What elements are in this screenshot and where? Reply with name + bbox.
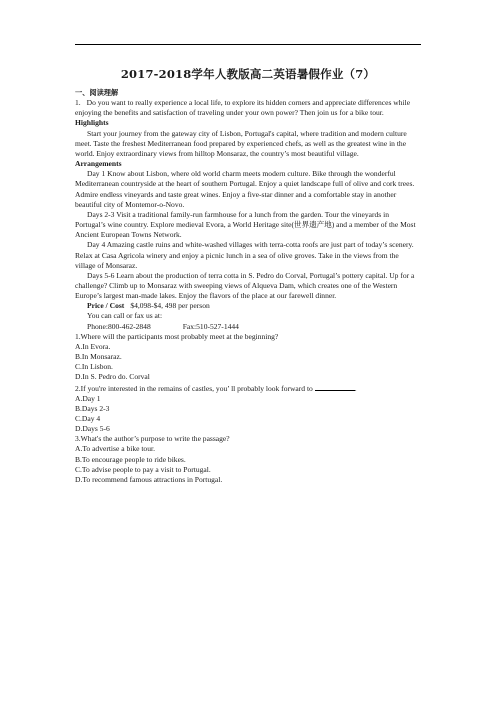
price-label: Price / Cost bbox=[87, 301, 125, 311]
q1-option-c: C.In Lisbon. bbox=[75, 362, 113, 372]
question-3-stem: 3.What's the author’s purpose to write the passage? bbox=[75, 434, 230, 444]
question-2-stem: 2.If you're interested in the remains of castles, you’ ll probably look forward to . bbox=[75, 383, 357, 393]
q2-option-a: A.Day 1 bbox=[75, 393, 101, 403]
header-rule bbox=[75, 44, 421, 45]
page-title: 2017-2018学年人教版高二英语暑假作业（7） bbox=[120, 67, 376, 81]
days56-paragraph: Days 5-6 Learn about the production of terra cotta in S. Pedro do Corval, Portugal’s pottery capital. Up for a challenge? Climb up to Monsaraz with sweeping views of Alqueva Dam, which creates one of the Western Europe’s largest man-made lakes. Enjoy the flavors of the place at our farewell dinner. bbox=[75, 270, 415, 301]
highlights-heading: Highlights bbox=[75, 118, 109, 128]
phone-fax-line bbox=[75, 322, 421, 332]
price-line bbox=[75, 301, 421, 311]
section-title: 一、阅读理解 bbox=[75, 88, 119, 97]
passage-intro bbox=[75, 98, 421, 118]
day4-paragraph: Day 4 Amazing castle ruins and white-washed villages with terra-cotta roofs are just part of today’s scenery. Relax at Casa Agricola winery and enjoy a picnic lunch in a sea of olive groves. Take in the views from the village of Monsaraz. bbox=[75, 240, 414, 270]
q2-option-b: B.Days 2-3 bbox=[75, 403, 110, 413]
highlights-text: Start your journey from the gateway city of Lisbon, Portugal's capital, where tradition and modern culture meet. Taste the freshest Mediterranean food prepared by experienced chefs, as well as the greatest wine in the world. Enjoy extraordinary views from hilltop Monsaraz, the country’s most beautiful village. bbox=[75, 128, 407, 158]
q3-option-a: A.To advertise a bike tour. bbox=[75, 444, 155, 454]
days23-paragraph: Days 2-3 Visit a traditional family-run farmhouse for a lunch from the garden. Tour the vineyards in Portugal’s wine country. Explore medieval Evora, a World Heritage site(世界遗产地) and a member of the Most Ancient European Towns Network. bbox=[75, 209, 416, 240]
fax-number: Fax:510-527-1444 bbox=[182, 321, 239, 331]
day1-paragraph: Day 1 Know about Lisbon, where old world charm meets modern culture. Bike through the wonderful Mediterranean countryside at the heart of southern Portugal. Enjoy a quiet landscape full of olive and cork trees. Admire endless vineyards and taste great wines. Enjoy a five-star dinner and a comfortable stay in another beautiful city of Montemor-o-Novo. bbox=[75, 169, 415, 209]
arrangements-heading: Arrangements bbox=[75, 159, 122, 169]
q3-option-d: D.To recommend famous attractions in Portugal. bbox=[75, 474, 223, 484]
document-body bbox=[75, 88, 421, 485]
q2-option-c: C.Day 4 bbox=[75, 414, 101, 423]
answer-blank bbox=[315, 383, 355, 391]
q3-option-c: C.To advise people to pay a visit to Portugal. bbox=[75, 464, 211, 474]
q1-option-a: A.In Evora. bbox=[75, 341, 111, 351]
passage-intro-text: Do you want to really experience a local life, to explore its hidden corners and appreciate differences while enjoying the benefits and satisfaction of traveling under your own power? Then join us for a bike tour. bbox=[75, 98, 411, 118]
phone-number: Phone:800-462-2848 bbox=[87, 321, 151, 331]
contact-line: You can call or fax us at: bbox=[87, 311, 163, 321]
q3-option-b: B.To encourage people to ride bikes. bbox=[75, 454, 186, 464]
q2-option-d: D.Days 5-6 bbox=[75, 424, 110, 434]
price-value: $4,098-$4, 498 per person bbox=[130, 301, 210, 311]
q1-option-d: D.In S. Pedro do. Corval bbox=[75, 372, 150, 382]
question-1-stem: 1.Where will the participants most probably meet at the beginning? bbox=[75, 331, 279, 341]
passage-number: 1. bbox=[75, 98, 81, 108]
q1-option-b: B.In Monsaraz. bbox=[75, 352, 122, 362]
